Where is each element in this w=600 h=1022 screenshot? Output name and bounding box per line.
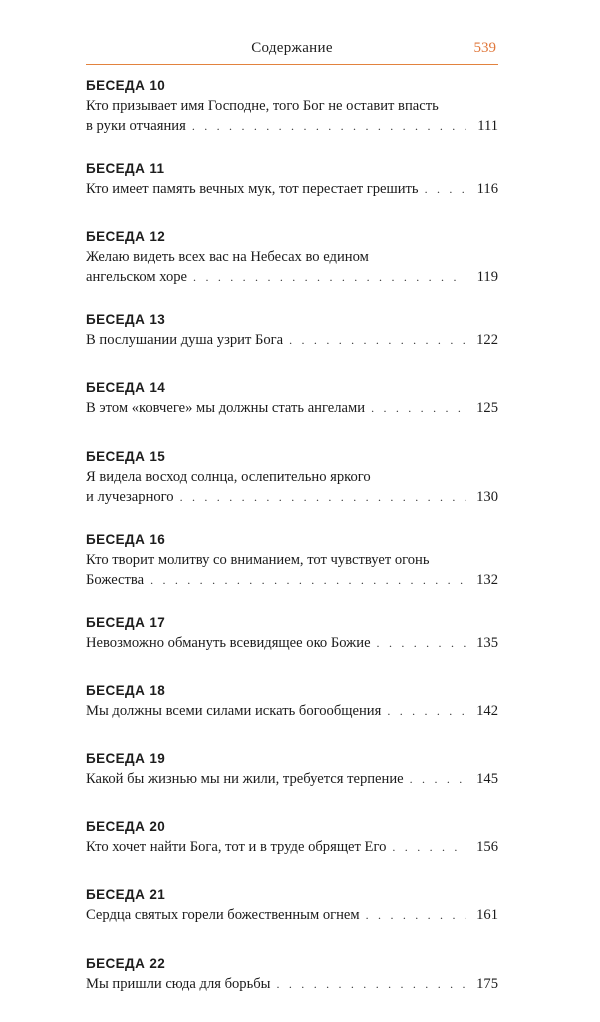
toc-entry-title-line: Кто имеет память вечных мук, тот перестает грешить bbox=[86, 181, 419, 197]
toc-entry-title-line: Кто творит молитву со вниманием, тот чувствует огонь bbox=[86, 551, 430, 568]
toc-entry-title-line: ангельском хоре bbox=[86, 269, 188, 286]
toc-entry[interactable] bbox=[86, 310, 498, 378]
toc-entry-page-number: 122 bbox=[476, 332, 498, 349]
dot-leader bbox=[366, 905, 466, 925]
toc-entry[interactable] bbox=[86, 530, 498, 613]
dot-leader bbox=[192, 116, 466, 136]
toc-entry-page-number: 145 bbox=[476, 770, 498, 787]
toc-entry[interactable] bbox=[86, 447, 498, 530]
table-of-contents bbox=[86, 76, 498, 1022]
toc-entry[interactable] bbox=[86, 613, 498, 681]
toc-entry-title-line: Кто призывает имя Господне, того Бог не оставит впасть bbox=[86, 98, 439, 114]
toc-entry[interactable] bbox=[86, 227, 498, 310]
toc-entry-page-number: 142 bbox=[476, 702, 498, 719]
toc-entry-heading: БЕСЕДА 10 bbox=[86, 78, 166, 93]
toc-entry-last-line bbox=[86, 905, 498, 925]
toc-entry-heading: БЕСЕДА 21 bbox=[86, 887, 166, 903]
toc-entry-last-line bbox=[86, 570, 498, 590]
toc-entry-last-line bbox=[86, 701, 498, 721]
toc-entry-heading: БЕСЕДА 20 bbox=[86, 819, 166, 835]
toc-entry-page-number: 119 bbox=[476, 269, 498, 286]
page-number: 539 bbox=[473, 40, 496, 56]
toc-entry[interactable] bbox=[86, 159, 498, 227]
dot-leader bbox=[150, 570, 466, 590]
dot-leader bbox=[277, 974, 467, 994]
toc-entry-last-line bbox=[86, 179, 498, 199]
toc-entry-title-line: Сердца святых горели божественным огнем bbox=[86, 907, 360, 924]
toc-entry-title-line: и лучезарного bbox=[86, 488, 174, 505]
toc-entry-title-line: Мы должны всеми силами искать богообщения bbox=[86, 702, 382, 719]
toc-entry-last-line bbox=[86, 487, 498, 507]
toc-entry-title-line: Желаю видеть всех вас на Небесах во едином bbox=[86, 249, 369, 266]
toc-entry-heading: БЕСЕДА 16 bbox=[86, 531, 166, 547]
dot-leader bbox=[392, 837, 466, 857]
toc-entry-title-line: В этом «ковчеге» мы должны стать ангелами bbox=[86, 400, 366, 417]
dot-leader bbox=[180, 487, 466, 507]
toc-entry-heading: БЕСЕДА 13 bbox=[86, 312, 166, 328]
toc-entry-page-number: 111 bbox=[477, 118, 498, 134]
book-page bbox=[86, 0, 498, 992]
toc-entry[interactable] bbox=[86, 681, 498, 749]
toc-entry-title-line: Мы пришли сюда для борьбы bbox=[86, 975, 271, 992]
toc-entry[interactable] bbox=[86, 378, 498, 446]
toc-entry-heading: БЕСЕДА 11 bbox=[86, 161, 165, 176]
toc-entry-heading: БЕСЕДА 17 bbox=[86, 614, 166, 630]
toc-entry-page-number: 156 bbox=[476, 839, 498, 856]
toc-entry-page-number: 135 bbox=[476, 634, 498, 651]
toc-entry-heading: БЕСЕДА 15 bbox=[86, 448, 166, 464]
toc-entry-last-line bbox=[86, 116, 498, 136]
toc-entry-heading: БЕСЕДА 19 bbox=[86, 750, 166, 766]
toc-entry-heading: БЕСЕДА 14 bbox=[86, 380, 166, 396]
toc-entry[interactable] bbox=[86, 749, 498, 817]
toc-entry-heading: БЕСЕДА 12 bbox=[86, 229, 166, 245]
toc-entry-title-line: Невозможно обмануть всевидящее око Божие bbox=[86, 634, 371, 651]
dot-leader bbox=[377, 633, 466, 653]
toc-entry-page-number: 175 bbox=[476, 975, 498, 992]
toc-entry-heading: БЕСЕДА 18 bbox=[86, 682, 166, 698]
toc-entry[interactable] bbox=[86, 885, 498, 953]
toc-entry-page-number: 132 bbox=[476, 571, 498, 588]
toc-entry-page-number: 130 bbox=[476, 488, 498, 505]
dot-leader bbox=[410, 769, 466, 789]
toc-entry-title-line: Какой бы жизнью мы ни жили, требуется терпение bbox=[86, 770, 404, 787]
toc-entry-title-line: Я видела восход солнца, ослепительно яркого bbox=[86, 468, 371, 485]
dot-leader bbox=[289, 330, 466, 350]
dot-leader bbox=[387, 701, 466, 721]
page-title: Содержание bbox=[251, 40, 333, 56]
running-head bbox=[86, 38, 498, 65]
toc-entry-heading: БЕСЕДА 22 bbox=[86, 955, 166, 971]
toc-entry-page-number: 116 bbox=[476, 181, 498, 197]
toc-entry-last-line bbox=[86, 267, 498, 287]
toc-entry[interactable] bbox=[86, 76, 498, 159]
toc-entry-last-line bbox=[86, 837, 498, 857]
dot-leader bbox=[425, 179, 466, 199]
toc-entry-last-line bbox=[86, 398, 498, 418]
toc-entry-title-line: в руки отчаяния bbox=[86, 118, 186, 134]
dot-leader bbox=[193, 267, 466, 287]
toc-entry-title-line: Кто хочет найти Бога, тот и в труде обрящет Его bbox=[86, 839, 387, 856]
toc-entry-last-line bbox=[86, 330, 498, 350]
toc-entry-title-line: В послушании душа узрит Бога bbox=[86, 332, 284, 349]
toc-entry[interactable] bbox=[86, 817, 498, 885]
toc-entry-last-line bbox=[86, 633, 498, 653]
toc-entry-last-line bbox=[86, 769, 498, 789]
toc-entry-title-line: Божества bbox=[86, 571, 145, 588]
toc-entry-page-number: 125 bbox=[476, 400, 498, 417]
toc-entry-last-line bbox=[86, 974, 498, 994]
dot-leader bbox=[371, 398, 466, 418]
toc-entry[interactable] bbox=[86, 954, 498, 1022]
toc-entry-page-number: 161 bbox=[476, 907, 498, 924]
